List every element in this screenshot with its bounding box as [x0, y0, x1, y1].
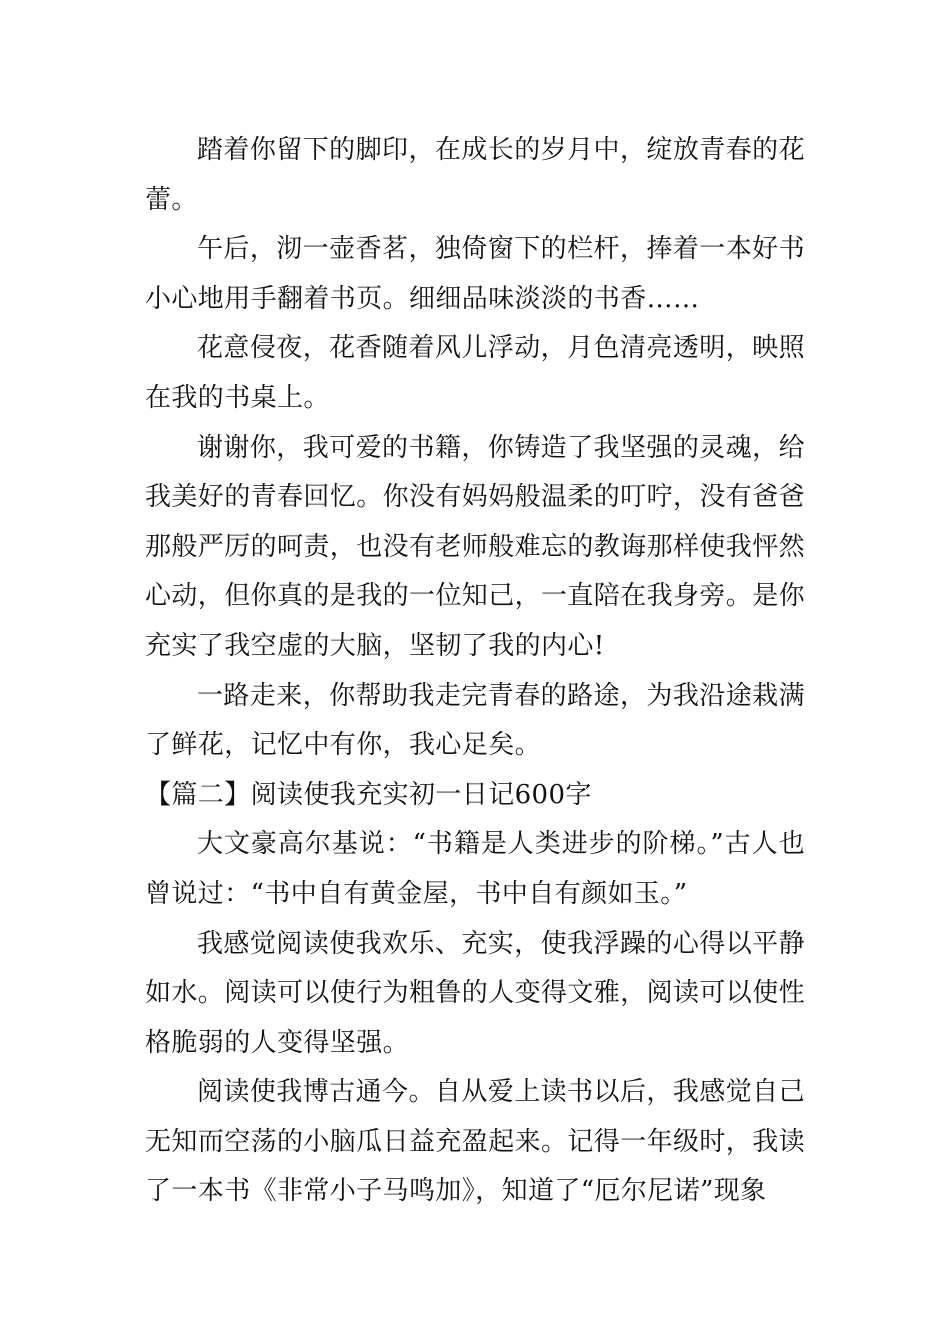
paragraph-3: 花意侵夜，花香随着风儿浮动，月色清亮透明，映照在我的书桌上。	[145, 333, 805, 413]
paragraph-5: 一路走来，你帮助我走完青春的路途，为我沿途栽满了鲜花，记忆中有你，我心足矣。	[145, 680, 805, 761]
paragraph-2: 午后，沏一壶香茗，独倚窗下的栏杆，捧着一本好书小心地用手翻着书页。细细品味淡淡的书香……	[145, 234, 805, 314]
section-heading: 【篇二】阅读使我充实初一日记600字	[145, 779, 592, 810]
paragraph-4: 谢谢你，我可爱的书籍，你铸造了我坚强的灵魂，给我美好的青春回忆。你没有妈妈般温柔的叮咛，没有爸爸那般严厉的呵责，也没有老师般难忘的教诲那样使我怦然心动，但你真的是我的一位知己，一直陪在我身旁。是你充实了我空虚的大脑，坚韧了我的内心!	[145, 432, 806, 661]
document-page	[145, 126, 805, 1217]
section-paragraph-2: 我感觉阅读使我欢乐、充实，使我浮躁的心得以平静如水。阅读可以使行为粗鲁的人变得文雅，阅读可以使性格脆弱的人变得坚强。	[145, 928, 806, 1058]
section-paragraph-1: 大文豪高尔基说：“书籍是人类进步的阶梯。”古人也曾说过：“书中自有黄金屋，书中自有颜如玉。”	[145, 829, 805, 909]
section-paragraph-3: 阅读使我博古通今。自从爱上读书以后，我感觉自己无知而空荡的小脑瓜日益充盈起来。记得一年级时，我读了一本书《非常小子马鸣加》，知道了“厄尔尼诺”现象	[145, 1077, 806, 1207]
paragraph-1: 踏着你留下的脚印，在成长的岁月中，绽放青春的花蕾。	[145, 135, 805, 215]
